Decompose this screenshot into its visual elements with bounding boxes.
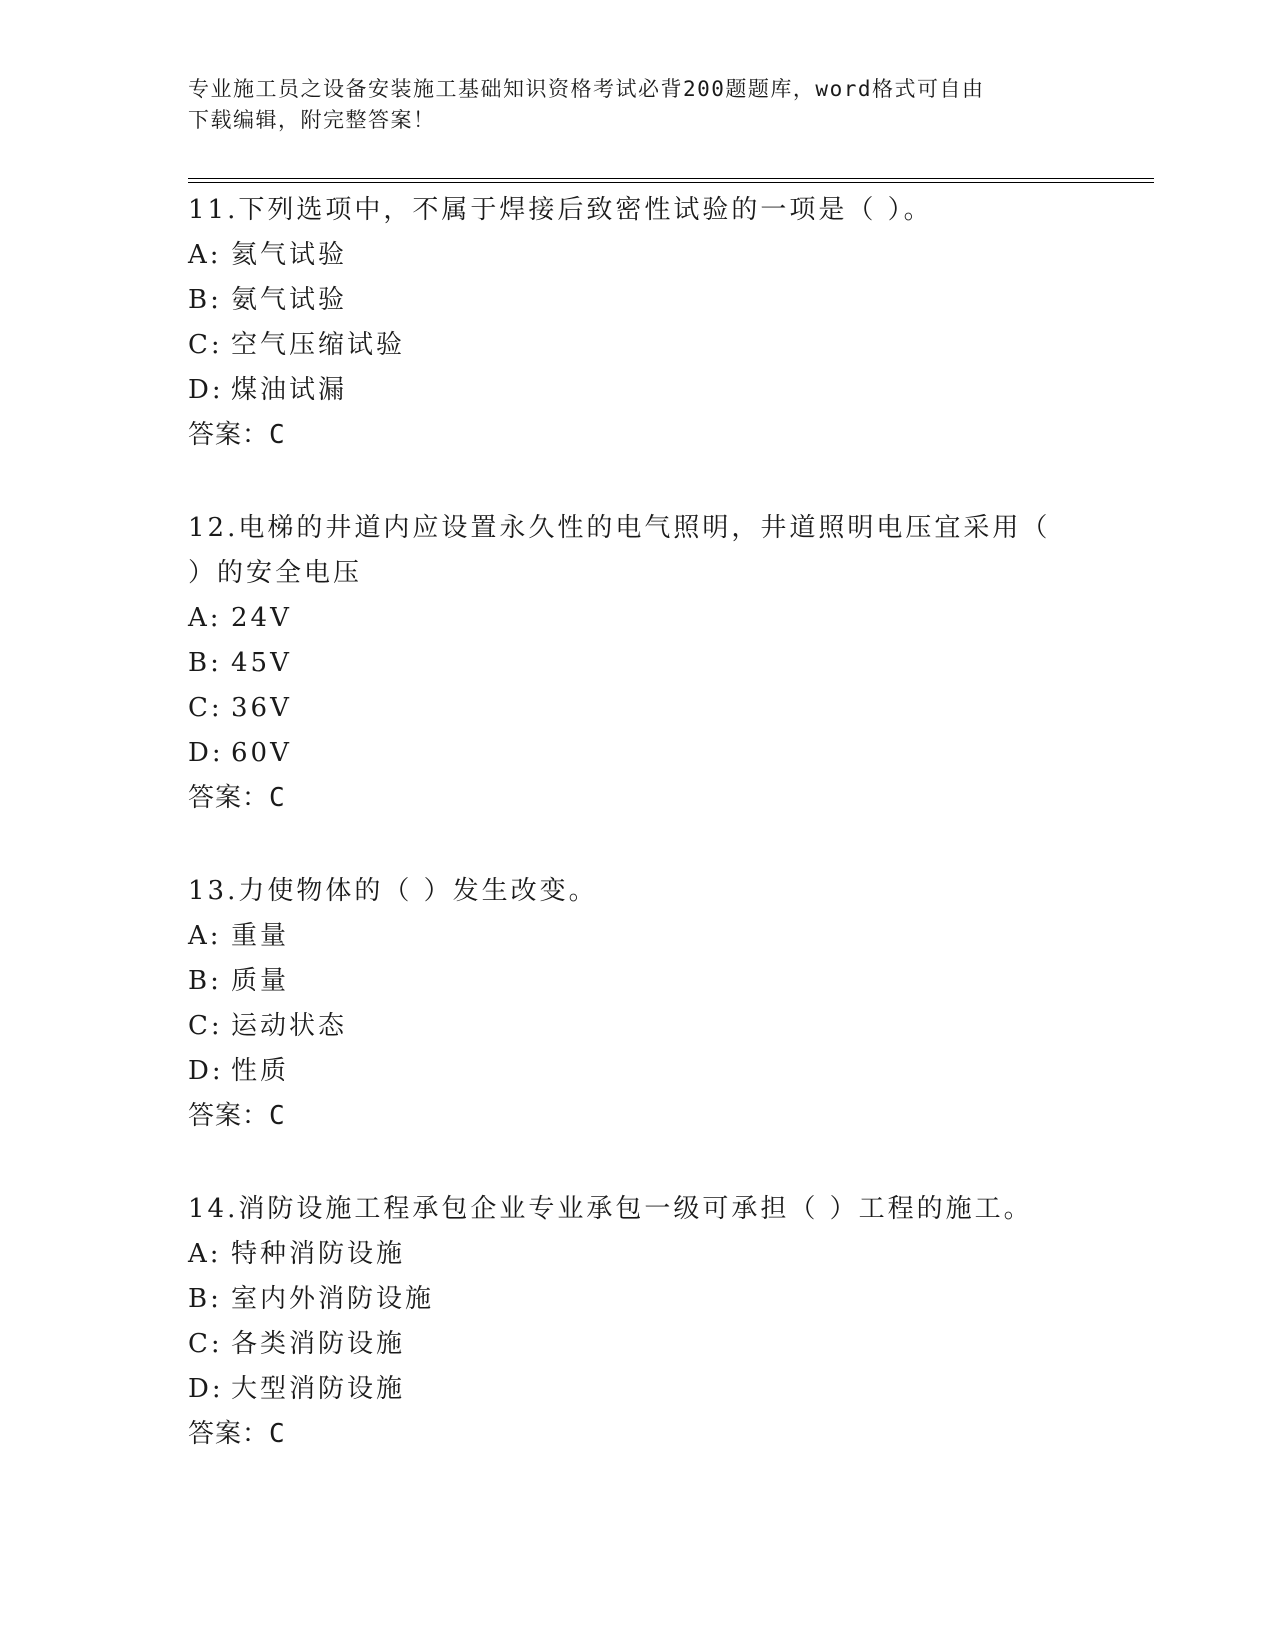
option-letter: A:: [188, 240, 222, 270]
option-text: 室内外消防设施: [231, 1284, 435, 1314]
option-letter: B:: [188, 966, 222, 996]
option-d: [188, 1049, 1088, 1094]
option-b: [188, 278, 1088, 323]
option-text: 煤油试漏: [231, 375, 348, 405]
option-d: [188, 1367, 1088, 1412]
option-letter: C:: [188, 1011, 223, 1041]
option-letter: D:: [188, 375, 224, 405]
header-rule-bottom: [188, 182, 1154, 183]
options-list: [188, 233, 1088, 413]
option-text: 45V: [231, 648, 292, 678]
option-letter: A:: [188, 1239, 222, 1269]
option-text: 各类消防设施: [231, 1329, 406, 1359]
option-letter: D:: [188, 1374, 224, 1404]
header-rule-top: [188, 178, 1154, 179]
answer-line: 答案：C: [188, 1419, 286, 1449]
answer-line: 答案：C: [188, 1101, 286, 1131]
header-line-2: 下载编辑，附完整答案！: [188, 108, 436, 132]
options-list: [188, 1232, 1088, 1412]
options-list: [188, 596, 1088, 776]
option-text: 质量: [231, 966, 290, 996]
option-c: [188, 323, 1088, 368]
question-text: 14.消防设施工程承包企业专业承包一级可承担（ ）工程的施工。: [188, 1194, 1033, 1224]
question-text-line-1: 12.电梯的井道内应设置永久性的电气照明，井道照明电压宜采用（: [188, 513, 1051, 543]
option-d: [188, 368, 1088, 413]
option-letter: D:: [188, 738, 224, 768]
option-letter: C:: [188, 1329, 223, 1359]
option-text: 空气压缩试验: [231, 330, 406, 360]
option-letter: B:: [188, 648, 222, 678]
question-11: [188, 188, 1088, 458]
option-text: 24V: [231, 603, 292, 633]
option-text: 大型消防设施: [231, 1374, 406, 1404]
document-header: [188, 74, 1068, 136]
question-14: [188, 1187, 1088, 1457]
option-d: [188, 731, 1088, 776]
answer-line: 答案：C: [188, 783, 286, 813]
question-text: 11.下列选项中，不属于焊接后致密性试验的一项是（ ）。: [188, 195, 933, 225]
option-c: [188, 686, 1088, 731]
option-a: [188, 596, 1088, 641]
question-12: [188, 506, 1088, 821]
option-letter: B:: [188, 285, 222, 315]
option-b: [188, 959, 1088, 1004]
option-b: [188, 1277, 1088, 1322]
option-text: 氦气试验: [231, 240, 348, 270]
question-text-line-2: ）的安全电压: [188, 558, 363, 588]
option-letter: D:: [188, 1056, 224, 1086]
option-text: 运动状态: [231, 1011, 348, 1041]
option-letter: C:: [188, 693, 223, 723]
option-letter: A:: [188, 603, 222, 633]
option-text: 重量: [231, 921, 290, 951]
option-letter: B:: [188, 1284, 222, 1314]
options-list: [188, 914, 1088, 1094]
option-text: 氨气试验: [231, 285, 348, 315]
option-a: [188, 914, 1088, 959]
option-letter: C:: [188, 330, 223, 360]
option-a: [188, 1232, 1088, 1277]
option-c: [188, 1004, 1088, 1049]
option-letter: A:: [188, 921, 222, 951]
question-13: [188, 869, 1088, 1139]
question-text: 13.力使物体的（ ）发生改变。: [188, 876, 598, 906]
option-text: 性质: [231, 1056, 290, 1086]
option-text: 36V: [231, 693, 292, 723]
option-text: 60V: [231, 738, 292, 768]
option-text: 特种消防设施: [231, 1239, 406, 1269]
answer-line: 答案：C: [188, 420, 286, 450]
option-b: [188, 641, 1088, 686]
option-a: [188, 233, 1088, 278]
header-line-1: 专业施工员之设备安装施工基础知识资格考试必背200题题库，word格式可自由: [188, 77, 985, 101]
option-c: [188, 1322, 1088, 1367]
